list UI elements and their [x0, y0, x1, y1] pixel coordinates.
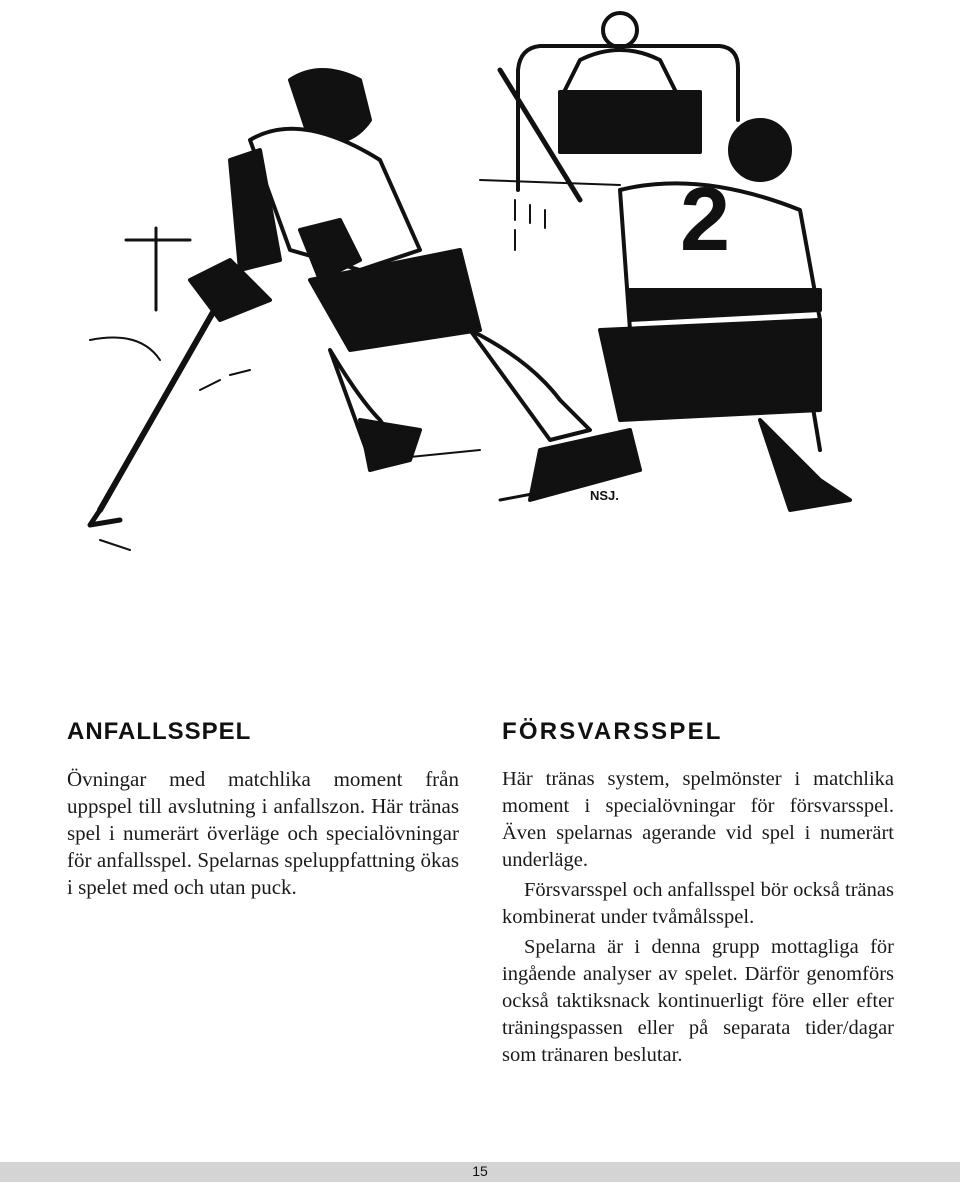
jersey-number: 2 [680, 170, 731, 270]
page-number: 15 [472, 1163, 488, 1179]
hockey-illustration [60, 0, 920, 560]
section-heading-forsvarsspel: FÖRSVARSSPEL [502, 718, 723, 745]
paragraph: Övningar med matchlika moment från uppspel till avslutning i anfallszon. Här tränas spel i numerärt överläge och specialövningar för anfallsspel. Spelarnas speluppfattning ökas i spelet med och utan puck. [67, 767, 459, 899]
artist-signature: NSJ. [590, 488, 619, 503]
right-column [502, 718, 894, 1069]
paragraph: Här tränas system, spelmönster i matchlika moment i specialövningar för försvarsspel. Även spelarnas agerande vid spel i numerärt underläge. [502, 768, 894, 871]
paragraph: Spelarna är i denna grupp mottagliga för ingående analyser av spelet. Därför genomförs också taktiksnack kontinuerligt före eller efter träningspassen eller på separata tider/dagar som tränaren beslutar. [502, 936, 894, 1066]
section-heading-anfallsspel: ANFALLSSPEL [67, 718, 252, 745]
hockey-drawing [60, 0, 920, 560]
left-column [67, 718, 459, 901]
paragraph: Försvarsspel och anfallsspel bör också tränas kombinerat under tvåmålsspel. [502, 879, 894, 928]
